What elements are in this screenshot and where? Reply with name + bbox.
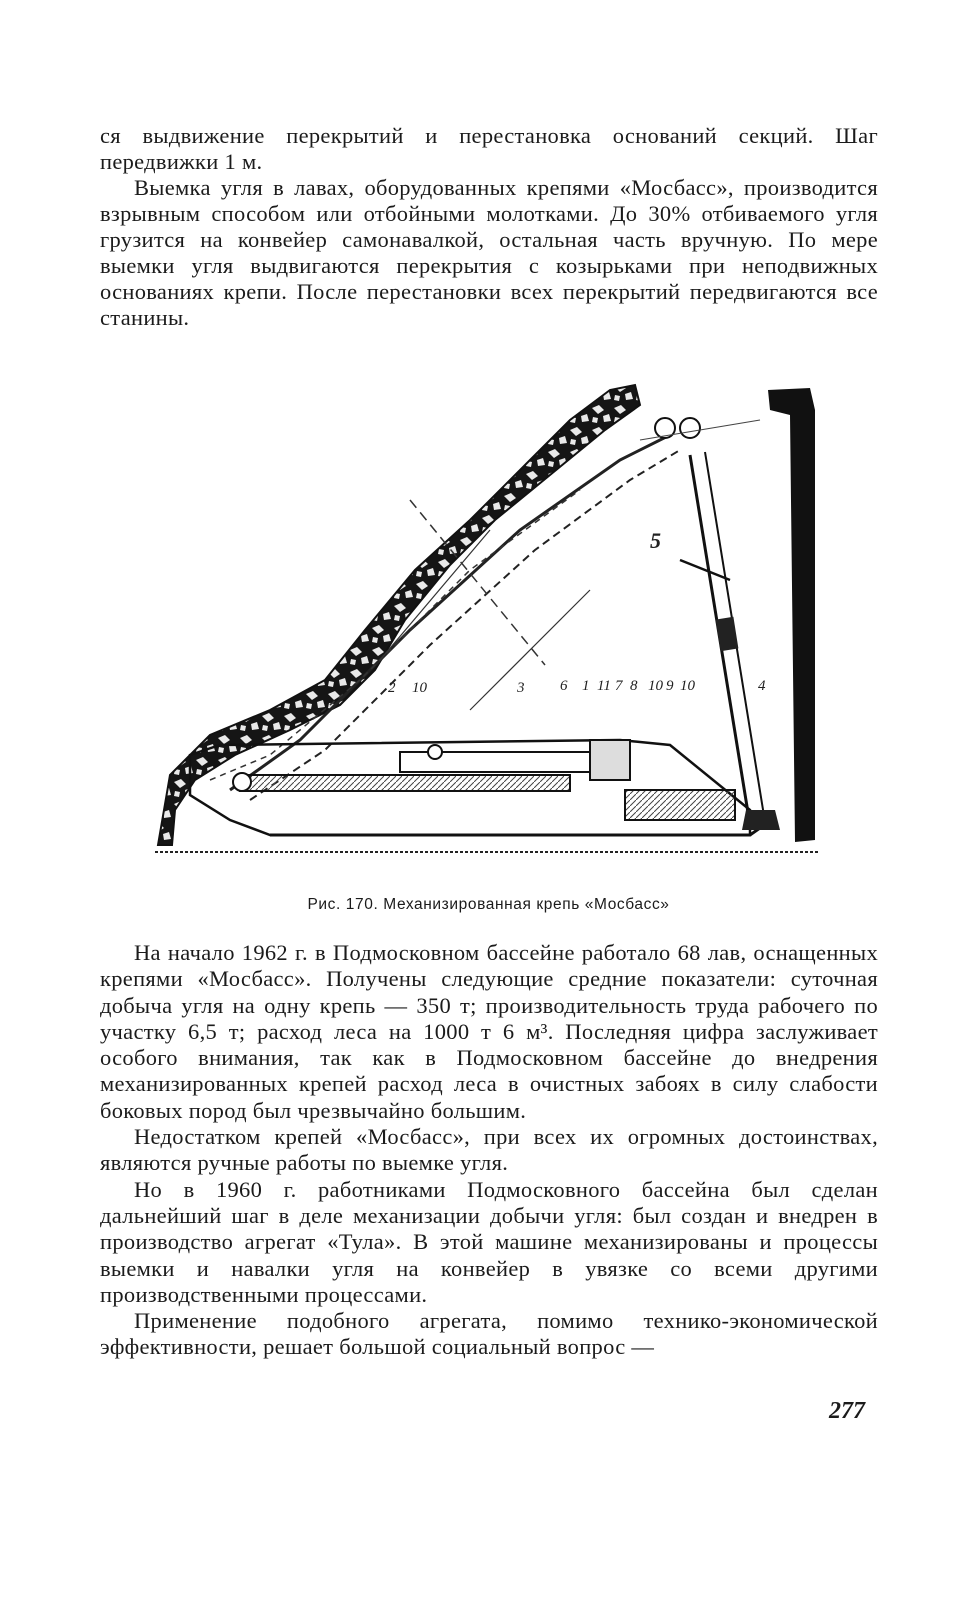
figure-caption: Рис. 170. Механизированная крепь «Мосбасс» [307,896,670,913]
hydraulic-cylinder [240,775,570,791]
label-10b: 10 [648,678,663,694]
top-text-block [100,123,878,331]
support-drawing [150,380,822,870]
prop-clamp [716,617,739,651]
label-9: 9 [666,678,674,694]
page-number: 277 [829,1398,865,1424]
paragraph: Но в 1960 г. работниками Подмосковного бассейна был сделан дальнейший шаг в деле механизации добычи угля: был создан и внедрен в производство агрегат «Тула». В этой машине механизированы и процессы выемки и навалки угля на конвейер в увязке со всеми другими производственными процессами. [100,1176,878,1307]
label-7: 7 [615,678,623,694]
paragraph: ся выдвижение перекрытий и перестановка оснований секций. Шаг передвижки 1 м. [100,123,878,174]
coal-face [768,388,815,842]
bottom-text-block [100,940,878,1361]
label-8: 8 [630,678,638,694]
paragraph: Применение подобного агрегата, помимо технико-экономической эффективности, решает большой социальный вопрос — [100,1308,878,1360]
label-3: 3 [517,680,525,696]
label-10: 10 [412,680,427,696]
pivot-joint [428,745,442,759]
label-4: 4 [758,678,766,694]
label-11: 11 [597,678,611,694]
ray-line [470,590,590,710]
valve-block [590,740,630,780]
canopy-beam [230,435,670,790]
label-2: 2 [388,680,396,696]
paragraph: Выемка угля в лавах, оборудованных крепями «Мосбасс», производится взрывным способом или отбойными молотками. До 30% отбиваемого угля грузится на конвейер самонавалкой, остальная часть вручную. По мере выемки угля выдвигаются перекрытия с козырьками при неподвижных основаниях крепи. После перестановки всех перекрытий передвигаются все станины. [100,175,878,330]
figure-illustration [150,380,822,870]
paragraph: Недостатком крепей «Мосбасс», при всех их огромных достоинствах, являются ручные работы по выемке угля. [100,1124,878,1176]
prop-foot [742,810,780,830]
skid [270,828,760,835]
label-1: 1 [582,678,590,694]
label-6: 6 [560,678,568,694]
pivot-joint [233,773,251,791]
label-10c: 10 [680,678,695,694]
label-5: 5 [650,528,661,553]
pulley [680,418,700,438]
pump-unit [625,790,735,820]
paragraph: На начало 1962 г. в Подмосковном бассейне работало 68 лав, оснащенных крепями «Мосбасс». Получены следующие средние показатели: суточная добыча угля на одну крепь — 350 т; производительность труда рабочего по участку 6,5 т; расход леса на 1000 т 6 м³. Последняя цифра заслуживает особого внимания, так как в Подмосковном бассейне до внедрения механизированных крепей расход леса в очистных забоях в силу слабости боковых пород был чрезвычайно большим. [100,940,878,1123]
